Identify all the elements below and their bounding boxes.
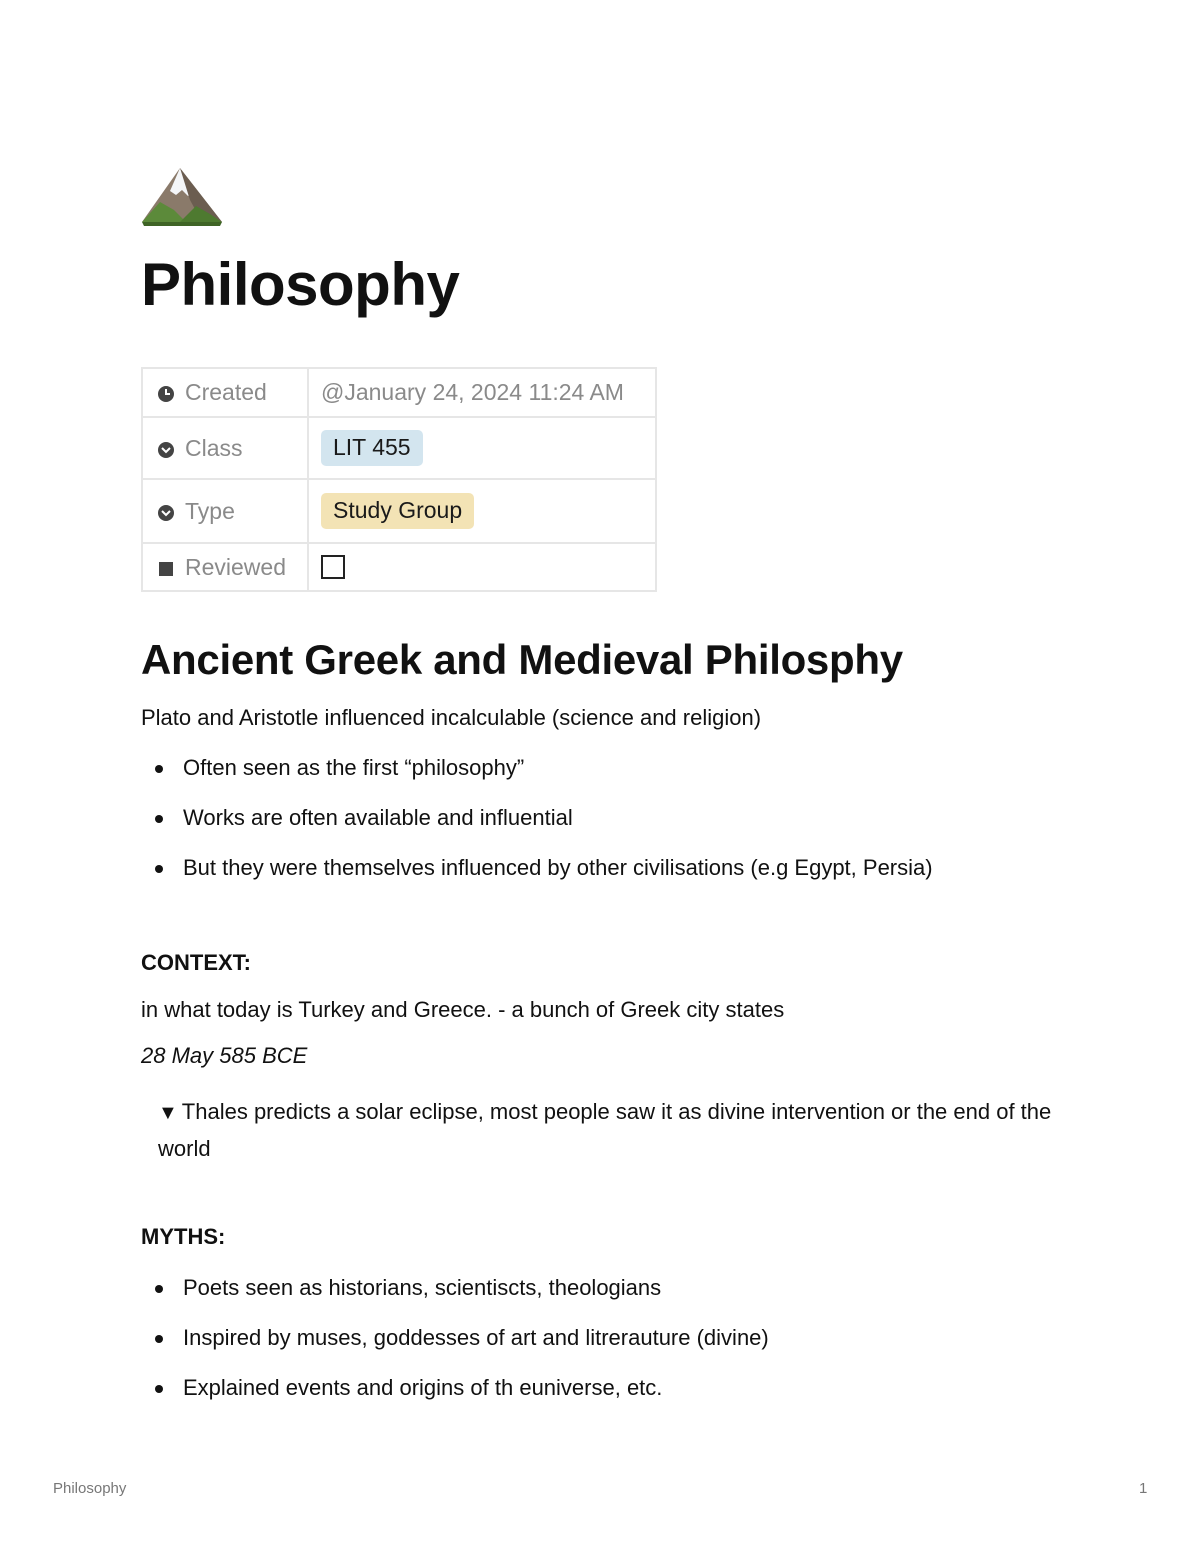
bullet-dot	[155, 1385, 163, 1393]
footer-title: Philosophy	[53, 1480, 127, 1497]
list-item: But they were themselves influenced by other civilisations (e.g Egypt, Persia)	[141, 855, 933, 905]
toggle-text: Thales predicts a solar eclipse, most people saw it as divine intervention or the end of the world	[158, 1099, 1052, 1161]
toggle-triangle-icon[interactable]: ▼	[158, 1102, 178, 1124]
page-title: Philosophy	[141, 251, 460, 318]
property-value-reviewed	[308, 543, 656, 591]
bullet-dot	[155, 1285, 163, 1293]
list-item: Works are often available and influential	[141, 805, 933, 855]
bullet-dot	[155, 765, 163, 773]
date-text: 28 May 585 BCE	[141, 1043, 308, 1068]
property-label: Type	[185, 497, 235, 524]
toggle-block[interactable]	[158, 1094, 1078, 1166]
myths-label: MYTHS:	[141, 1224, 226, 1249]
property-label: Class	[185, 434, 243, 461]
property-key-created	[142, 368, 308, 417]
property-key-class	[142, 417, 308, 479]
checkbox-icon	[157, 560, 175, 578]
intro-paragraph: Plato and Aristotle influenced incalculable (science and religion)	[141, 705, 762, 730]
select-icon	[157, 504, 175, 522]
bullet-dot	[155, 865, 163, 873]
section-heading: Ancient Greek and Medieval Philosphy	[141, 636, 903, 683]
list-item: Inspired by muses, goddesses of art and litrerauture (divine)	[141, 1325, 769, 1375]
bullet-dot	[155, 1335, 163, 1343]
mountain-icon	[140, 160, 224, 228]
bullet-dot	[155, 815, 163, 823]
created-date: @January 24, 2024 11:24 AM	[321, 379, 624, 405]
list-item: Poets seen as historians, scientiscts, theologians	[141, 1275, 769, 1325]
property-key-reviewed	[142, 543, 308, 591]
property-value-type[interactable]	[308, 479, 656, 543]
properties-table	[141, 367, 657, 592]
property-label: Created	[185, 379, 267, 405]
type-tag[interactable]: Study Group	[321, 493, 474, 529]
clock-icon	[157, 385, 175, 403]
intro-bullet-list	[141, 755, 933, 905]
property-value-created[interactable]	[308, 368, 656, 417]
myths-bullet-list	[141, 1275, 769, 1425]
context-label: CONTEXT:	[141, 950, 251, 975]
property-value-class[interactable]	[308, 417, 656, 479]
property-key-type	[142, 479, 308, 543]
property-row-created	[142, 368, 656, 417]
property-row-class	[142, 417, 656, 479]
reviewed-checkbox[interactable]	[321, 555, 345, 579]
list-item: Often seen as the first “philosophy”	[141, 755, 933, 805]
select-icon	[157, 441, 175, 459]
property-label: Reviewed	[185, 553, 286, 580]
footer-page-number: 1	[1139, 1480, 1148, 1497]
list-item: Explained events and origins of th euniverse, etc.	[141, 1375, 769, 1425]
class-tag[interactable]: LIT 455	[321, 430, 423, 466]
property-row-reviewed	[142, 543, 656, 591]
context-paragraph: in what today is Turkey and Greece. - a bunch of Greek city states	[141, 997, 785, 1022]
property-row-type	[142, 479, 656, 543]
